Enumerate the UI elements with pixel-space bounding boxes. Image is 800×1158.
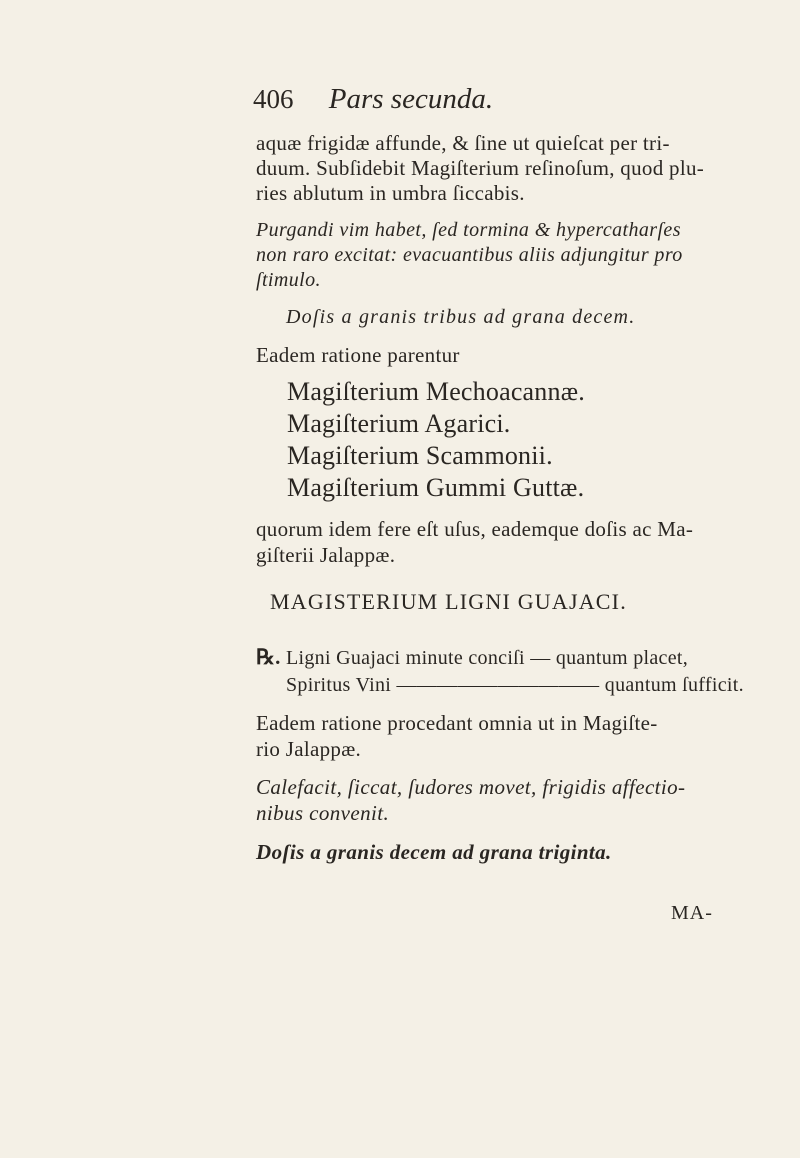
paragraph-line: non raro excitat: evacuantibus aliis adjungitur pro [256,244,683,266]
running-title: Pars secunda. [328,83,494,115]
recipe-dash: —————————— [396,674,600,696]
recipe-line-1 [256,645,688,670]
list-item: Magiſterium Agarici. [287,409,511,438]
paragraph-line: Eadem ratione parentur [256,343,460,367]
paragraph-line: ſtimulo. [256,269,321,291]
page-header [253,83,493,116]
list-item: Magiſterium Gummi Guttæ. [287,473,585,502]
recipe-dash: — [530,647,551,669]
paragraph-line: rio Jalappæ. [256,737,362,761]
paragraph-line: duum. Subſidebit Magiſterium reſinoſum, quod plu- [256,156,705,180]
paragraph-line: ries ablutum in umbra ſiccabis. [256,181,525,205]
recipe-ingredient: Ligni Guajaci minute conciſi [286,647,525,669]
recipe-quantity: quantum ſufficit. [604,674,744,696]
dose-line: Doſis a granis decem ad grana triginta. [256,840,612,864]
paragraph-line: giſterii Jalappæ. [256,543,396,567]
list-item: Magiſterium Mechoacannæ. [287,377,585,406]
recipe-quantity: quantum placet, [555,647,689,669]
recipe-symbol: ℞. [256,645,281,669]
paragraph-line: Eadem ratione procedant omnia ut in Magiſte- [256,711,658,735]
dose-line: Doſis a granis tribus ad grana decem. [286,306,636,328]
paragraph-line: Purgandi vim habet, ſed tormina & hypercatharſes [256,219,681,241]
paragraph-line: aquæ frigidæ affunde, & ſine ut quieſcat per tri- [256,131,670,155]
paragraph-line: quorum idem fere eſt uſus, eademque doſis ac Ma- [256,517,694,541]
recipe-ingredient: Spiritus Vini [286,674,392,696]
recipe-line-2 [286,674,744,697]
section-title: MAGISTERIUM LIGNI GUAJACI. [270,589,627,614]
list-item: Magiſterium Scammonii. [287,441,553,470]
page-number: 406 [253,84,294,114]
paragraph-line: Calefacit, ſiccat, ſudores movet, frigidis affectio- [256,775,686,799]
catchword: MA- [671,902,713,924]
paragraph-line: nibus convenit. [256,801,390,825]
